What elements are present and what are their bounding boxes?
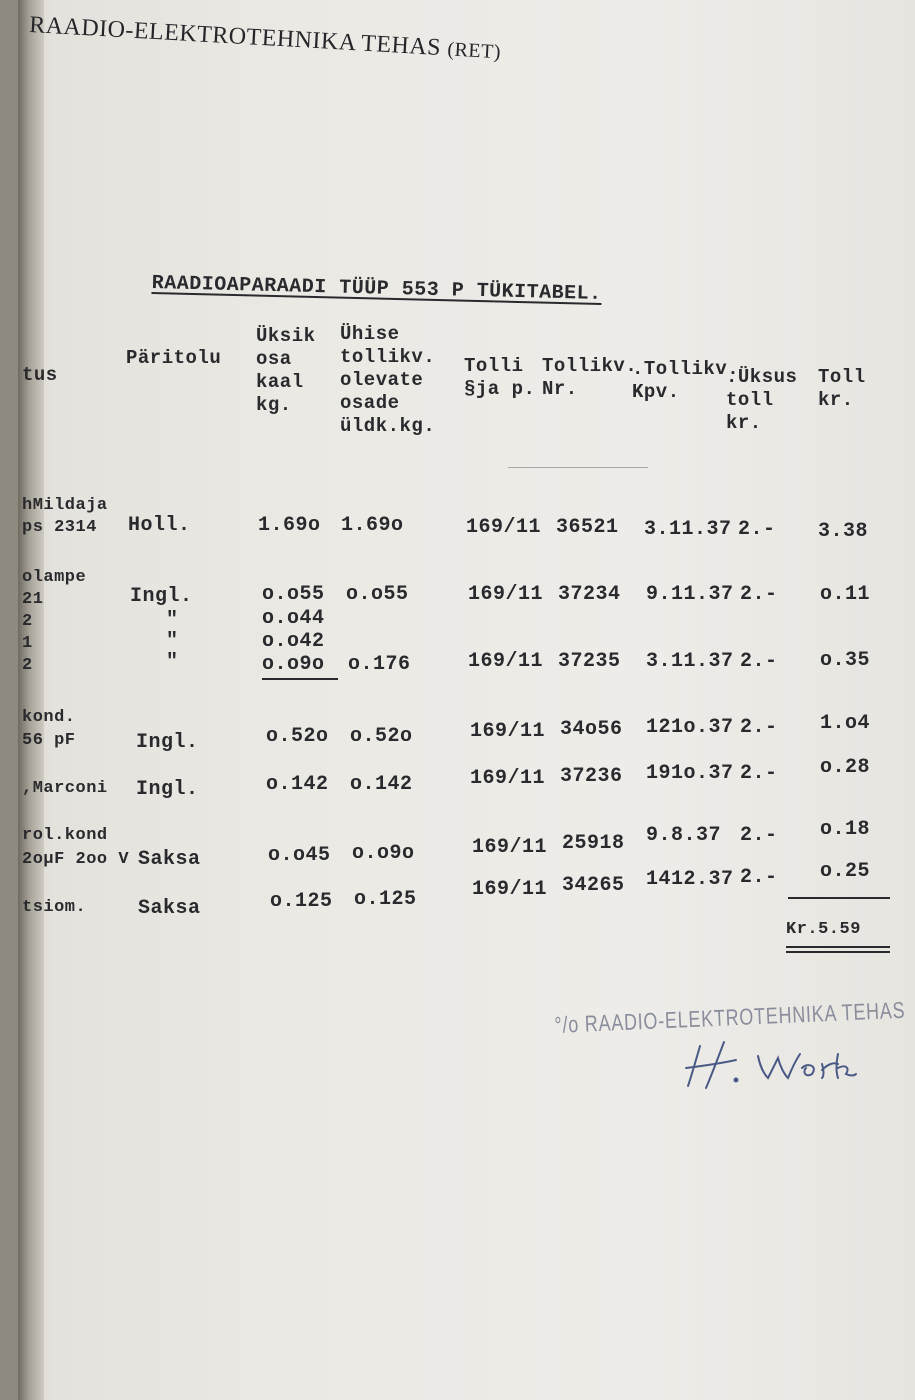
- tollikv-nr-cell: 37236: [560, 765, 623, 788]
- item-name: kond.: [22, 708, 76, 727]
- total-weight-cell: o.52o: [350, 725, 413, 748]
- item-name-detail: 2oµF 2oo V: [22, 850, 130, 869]
- subtotal-underline: [262, 678, 338, 680]
- item-name: rol.kond: [22, 826, 108, 845]
- company-stamp: °/o RAADIO-ELEKTROTEHNIKA TEHAS: [554, 996, 906, 1038]
- duty-cell: o.25: [820, 860, 871, 883]
- origin-cell: Saksa: [138, 848, 201, 871]
- item-name-detail: 56 pF: [22, 731, 76, 750]
- header-rule: [508, 467, 648, 468]
- unit-weight-cell: o.o44: [262, 607, 325, 630]
- unit-duty-cell: 2.-: [740, 716, 778, 739]
- origin-ditto: ": [166, 609, 179, 632]
- total-weight-cell: o.o9o: [352, 842, 415, 865]
- unit-duty-cell: 2.-: [740, 762, 778, 785]
- unit-duty-cell: 2.-: [740, 824, 778, 847]
- total-weight-cell: 1.69o: [341, 514, 404, 537]
- item-name: 1: [22, 634, 33, 653]
- origin-ditto: ": [166, 630, 179, 653]
- column-header-item: tus: [22, 364, 58, 386]
- handwritten-signature: [678, 1032, 858, 1092]
- unit-weight-cell: o.o9o: [262, 653, 325, 676]
- item-name: ,Marconi: [22, 779, 108, 798]
- unit-duty-cell: 2.-: [740, 583, 778, 606]
- origin-ditto: ": [166, 651, 179, 674]
- item-name: olampe: [22, 568, 87, 587]
- binding-edge: [18, 0, 44, 1400]
- tollikv-date-cell: 9.8.37: [646, 824, 722, 847]
- duty-cell: o.35: [820, 649, 871, 672]
- tollikv-nr-cell: 25918: [562, 832, 625, 855]
- item-name: tsiom.: [22, 898, 87, 917]
- total-weight-cell: o.176: [348, 653, 411, 676]
- total-double-underline-top: [786, 946, 890, 948]
- tolli-cell: 169/11: [466, 516, 542, 539]
- tollikv-date-cell: 121o.37: [646, 716, 734, 739]
- unit-weight-cell: 1.69o: [258, 514, 321, 537]
- unit-duty-cell: 2.-: [740, 650, 778, 673]
- origin-cell: Ingl.: [136, 778, 199, 801]
- tolli-cell: 169/11: [468, 583, 544, 606]
- tollikv-date-cell: 9.11.37: [646, 583, 734, 606]
- unit-duty-cell: 2.-: [740, 866, 778, 889]
- item-name-detail: ps 2314: [22, 518, 97, 537]
- column-header-total-weight: Ühise tollikv. olevate osade üldk.kg.: [340, 323, 436, 437]
- column-header-duty: Toll kr.: [818, 366, 866, 411]
- total-amount: Kr.5.59: [786, 920, 861, 939]
- unit-weight-cell: o.125: [270, 890, 333, 913]
- unit-weight-cell: o.142: [266, 773, 329, 796]
- tolli-cell: 169/11: [470, 767, 546, 790]
- tolli-cell: 169/11: [468, 650, 544, 673]
- duty-cell: o.18: [820, 818, 871, 841]
- document-title: RAADIOAPARAADI TÜÜP 553 P TÜKITABEL.: [151, 272, 602, 306]
- letterhead-suffix: (RET): [446, 38, 502, 64]
- column-header-tollikv-nr: Tollikv. Nr.: [542, 355, 638, 400]
- unit-duty-cell: 2.-: [738, 518, 776, 541]
- column-header-unit-weight: Üksik osa kaal kg.: [256, 325, 316, 416]
- unit-weight-cell: o.o42: [262, 630, 325, 653]
- origin-cell: Holl.: [128, 514, 191, 537]
- tollikv-date-cell: 191o.37: [646, 762, 734, 785]
- total-rule: [788, 897, 890, 899]
- tollikv-date-cell: 1412.37: [646, 868, 734, 891]
- tollikv-date-cell: 3.11.37: [646, 650, 734, 673]
- origin-cell: Ingl.: [130, 585, 193, 608]
- column-header-tollikv-kpv: .Tollikv. Kpv.: [632, 358, 740, 403]
- tolli-cell: 169/11: [472, 836, 548, 859]
- item-name: 2: [22, 612, 33, 631]
- unit-weight-cell: o.52o: [266, 725, 329, 748]
- column-header-unit-duty: .Üksus toll kr.: [726, 366, 798, 434]
- total-weight-cell: o.142: [350, 773, 413, 796]
- tollikv-nr-cell: 37235: [558, 650, 621, 673]
- total-weight-cell: o.125: [354, 888, 417, 911]
- letterhead: [28, 12, 501, 65]
- tollikv-nr-cell: 37234: [558, 583, 621, 606]
- unit-weight-cell: o.o55: [262, 583, 325, 606]
- origin-cell: Saksa: [138, 897, 201, 920]
- tolli-cell: 169/11: [470, 720, 546, 743]
- tollikv-nr-cell: 36521: [556, 516, 619, 539]
- tollikv-nr-cell: 34o56: [560, 718, 623, 741]
- document-page: [18, 0, 915, 1400]
- tollikv-nr-cell: 34265: [562, 874, 625, 897]
- column-header-tolli: Tolli §ja p.: [464, 355, 536, 400]
- letterhead-name: RAADIO-ELEKTROTEHNIKA TEHAS: [28, 12, 442, 61]
- total-weight-cell: o.o55: [346, 583, 409, 606]
- duty-cell: 1.o4: [820, 712, 871, 735]
- origin-cell: Ingl.: [136, 731, 199, 754]
- tolli-cell: 169/11: [472, 878, 548, 901]
- item-name-detail: 21: [22, 590, 44, 609]
- tollikv-date-cell: 3.11.37: [644, 518, 732, 541]
- duty-cell: o.28: [820, 756, 871, 779]
- duty-cell: o.11: [820, 583, 871, 606]
- total-double-underline-bottom: [786, 951, 890, 953]
- unit-weight-cell: o.o45: [268, 844, 331, 867]
- column-header-origin: Päritolu: [126, 347, 222, 369]
- duty-cell: 3.38: [818, 520, 869, 543]
- item-name: hMildaja: [22, 496, 108, 515]
- item-name: 2: [22, 656, 33, 675]
